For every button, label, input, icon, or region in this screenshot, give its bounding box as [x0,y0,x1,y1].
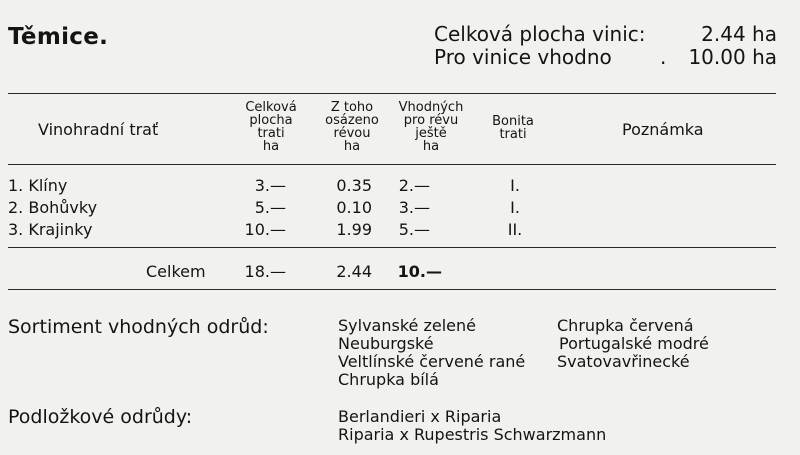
village-title: Těmice. [8,24,109,50]
rating-cell: II. [507,220,523,239]
header-total-area: Celková plocha trati ha [245,100,297,154]
list-item: Neuburgské [338,334,434,353]
total-area-cell: 10.— [244,220,286,239]
rootstocks-list [338,408,606,444]
header-note: Poznámka [622,120,704,139]
rating-cell: I. [510,176,520,195]
list-item: Portugalské modré [559,334,709,353]
varieties-label: Sortiment vhodných odrůd: [8,316,269,338]
header-rating: Bonita trati [492,114,534,142]
header-bottom-rule [8,164,776,165]
header-suitable: Vhodných pro révu ještě ha [398,100,464,154]
suitable-area-dot: . [660,45,667,69]
suitable-cell: 2.— [398,176,430,195]
list-item: Riparia x Rupestris Schwarzmann [338,425,607,444]
rating-cell: I. [510,198,520,217]
list-item: Sylvanské zelené [338,316,476,335]
tract-name: 2. Bohůvky [8,198,98,217]
suitable-area-value: 10.00 ha [688,45,777,69]
total-area-label: Celková plocha vinic: [434,22,646,46]
suitable-area-label: Pro vinice vhodno [434,45,612,69]
grand-total-suitable: 10.— [397,262,442,281]
list-item: Svatovavřinecké [557,352,690,371]
grand-total-planted: 2.44 [336,262,372,281]
varieties-left-list [338,317,525,389]
suitable-cell: 3.— [398,198,430,217]
table-bottom-rule [8,289,776,290]
total-area-cell: 3.— [254,176,286,195]
grand-total-area: 18.— [244,262,286,281]
list-item: Berlandieri x Riparia [338,407,502,426]
list-item: Veltlínské červené rané [338,352,526,371]
table-top-rule [8,93,776,94]
header-tract: Vinohradní trať [38,120,159,139]
tract-name: 1. Klíny [8,176,68,195]
varieties-right-list [557,317,709,371]
planted-cell: 1.99 [336,220,372,239]
list-item: Chrupka červená [557,316,694,335]
total-area-value: 2.44 ha [701,22,777,46]
tract-name: 3. Krajinky [8,220,93,239]
list-item: Chrupka bílá [338,370,439,389]
planted-cell: 0.10 [336,198,372,217]
total-label: Celkem [146,262,206,281]
planted-cell: 0.35 [336,176,372,195]
total-area-cell: 5.— [254,198,286,217]
subtotal-rule [8,247,776,248]
suitable-cell: 5.— [398,220,430,239]
rootstocks-label: Podložkové odrůdy: [8,406,193,428]
header-planted: Z toho osázeno révou ha [325,100,379,154]
